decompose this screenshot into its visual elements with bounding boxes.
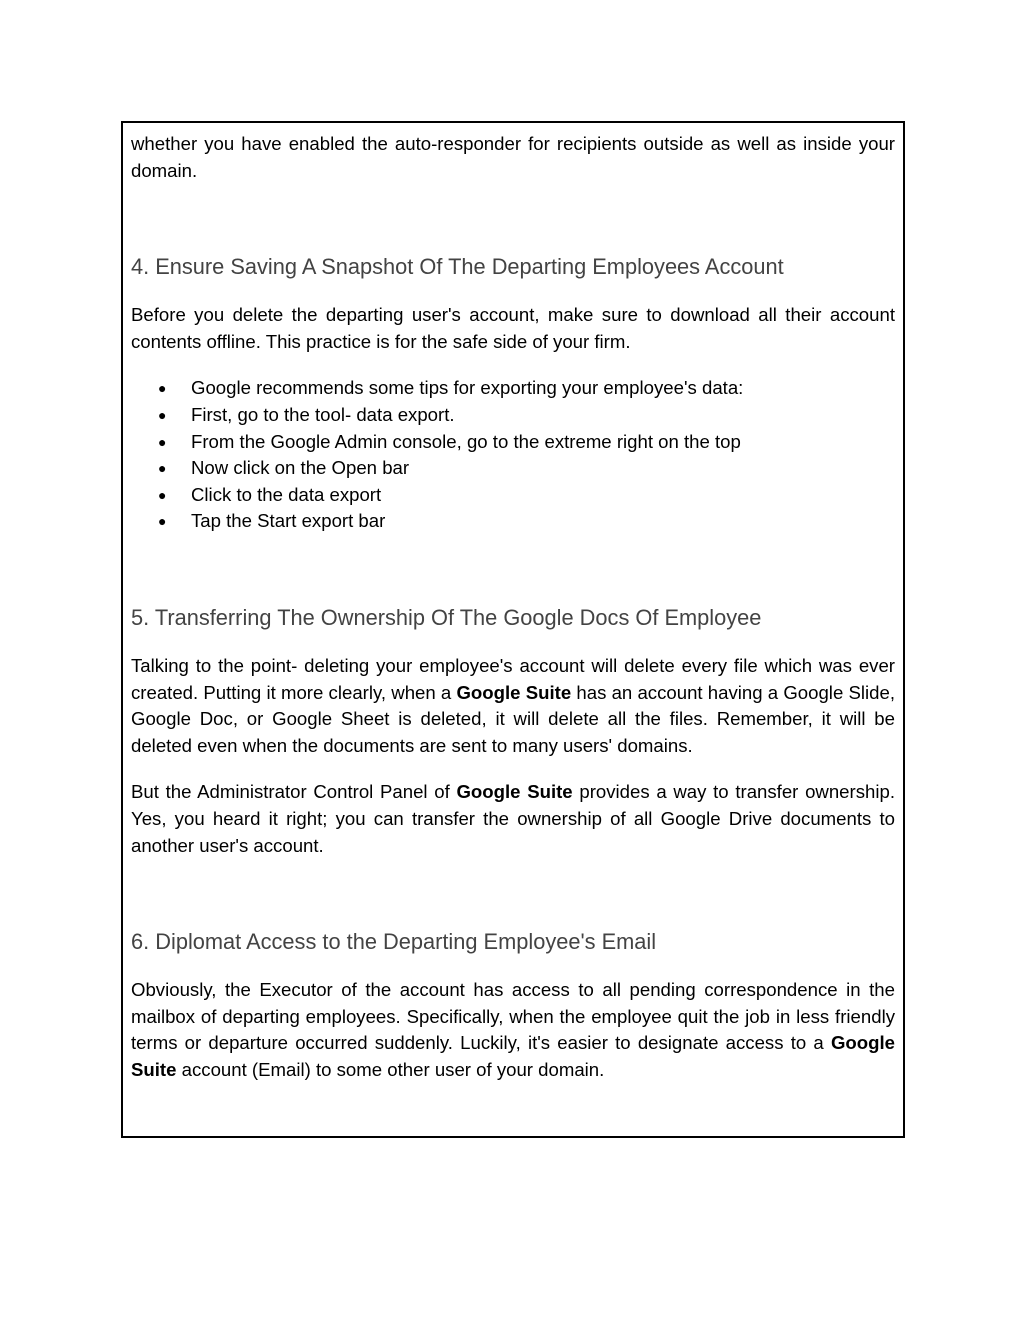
list-item: ● First, go to the tool- data export. xyxy=(131,402,895,429)
list-item: ● From the Google Admin console, go to the extreme right on the top xyxy=(131,429,895,456)
bullet-icon: ● xyxy=(158,460,167,477)
content-box xyxy=(121,121,905,1138)
list-item: ● Click to the data export xyxy=(131,482,895,509)
section-6-paragraph: Obviously, the Executor of the account has access to all pending correspondence in the mailbox of departing employees. Specifically, when the employee quit the job in less friendly terms or departure occurred suddenly. Luckily, it's easier to designate access to a Google Suite account (Email) to some other user of your domain. xyxy=(131,979,895,1080)
bold-term: Google Suite xyxy=(456,681,572,703)
list-item: ● Now click on the Open bar xyxy=(131,455,895,482)
bullet-icon: ● xyxy=(158,380,167,397)
bold-term: Google Suite xyxy=(456,781,573,803)
bullet-icon: ● xyxy=(158,486,167,503)
section-4-heading: 4. Ensure Saving A Snapshot Of The Departing Employees Account xyxy=(131,254,784,280)
document-content xyxy=(131,131,895,1083)
section-5-heading: 5. Transferring The Ownership Of The Google Docs Of Employee xyxy=(131,604,762,630)
continuation-paragraph: whether you have enabled the auto-responder for recipients outside as well as inside your domain. xyxy=(131,133,895,181)
bullet-icon: ● xyxy=(158,433,167,450)
bullet-icon: ● xyxy=(158,513,167,530)
list-item: ● Google recommends some tips for exporting your employee's data: xyxy=(131,375,895,402)
section-4-paragraph: Before you delete the departing user's account, make sure to download all their account contents offline. This practice is for the safe side of your firm. xyxy=(131,304,895,352)
section-5-paragraph-1: Talking to the point- deleting your employee's account will delete every file which was ever created. Putting it more clearly, when a Google Suite has an account having a Google Slide, Google Doc, or Google Sheet is deleted, it will delete all the files. Remember, it will be deleted even when the documents are sent to many users' domains. xyxy=(131,654,895,756)
bullet-icon: ● xyxy=(158,406,167,423)
bold-term: Google Suite xyxy=(131,1032,895,1080)
section-6-heading: 6. Diplomat Access to the Departing Employee's Email xyxy=(131,929,657,955)
export-steps-list xyxy=(131,375,895,535)
section-5-paragraph-2: But the Administrator Control Panel of Google Suite provides a way to transfer ownership. Yes, you heard it right; you can transfer the ownership of all Google Drive documents to another user's account. xyxy=(131,781,895,856)
list-item: ● Tap the Start export bar xyxy=(131,508,895,535)
